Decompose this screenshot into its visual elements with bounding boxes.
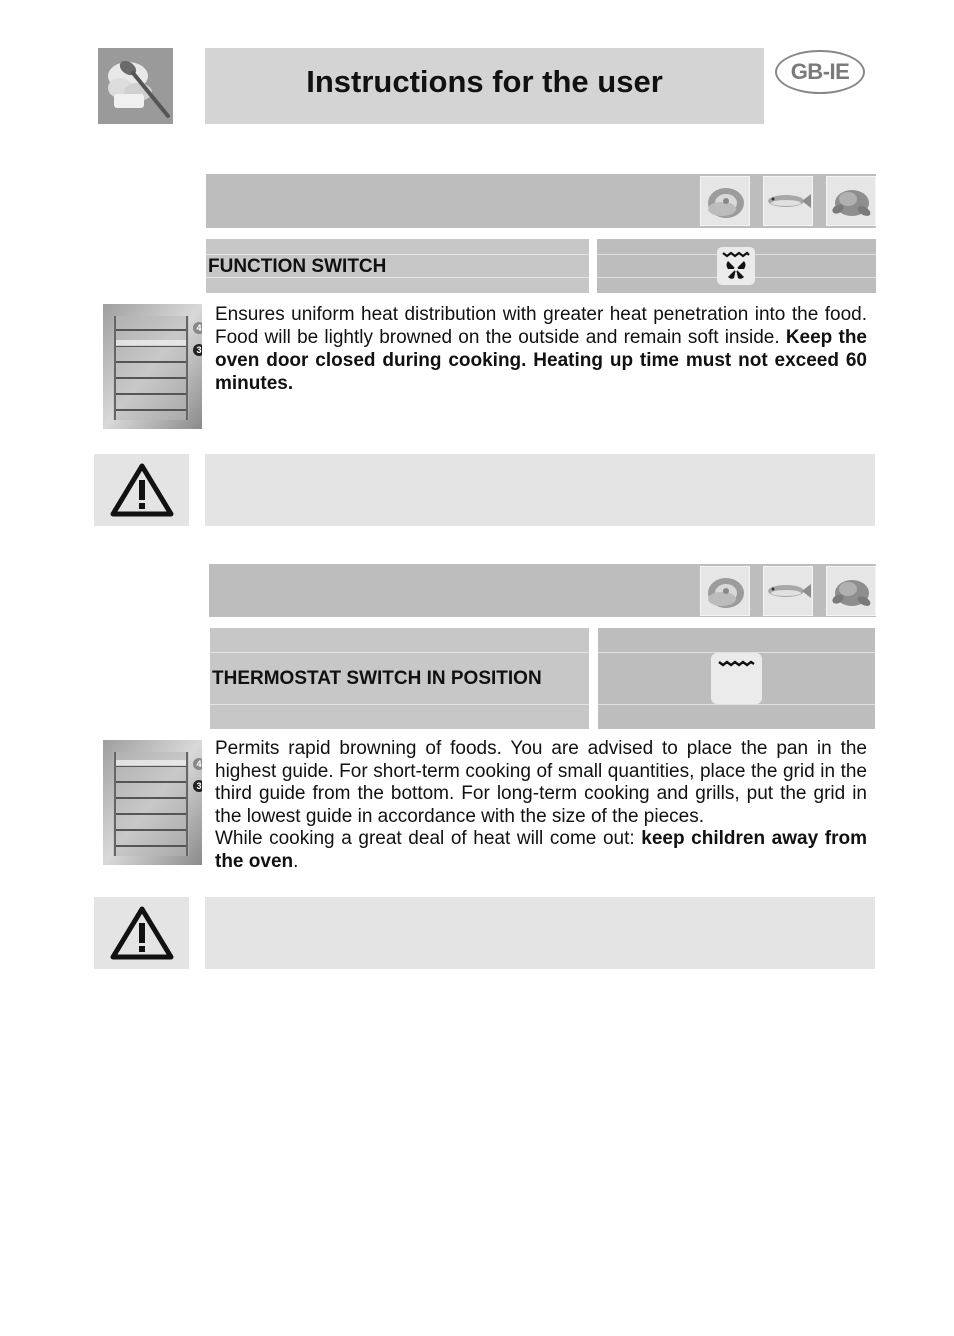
guide-number-badge: 4 xyxy=(193,758,202,770)
function-label-box xyxy=(206,239,589,293)
function-symbol-box xyxy=(597,239,876,293)
warning-box xyxy=(205,454,875,526)
fish-icon xyxy=(763,176,813,226)
description-bold-text: keep children away from the oven xyxy=(215,828,867,872)
top-heating-icon xyxy=(711,653,762,704)
document-title-bar xyxy=(205,48,764,124)
page-title: Instructions for the user xyxy=(306,64,663,99)
fish-icon xyxy=(763,566,813,616)
description-bold-text: Keep the oven door closed during cooking. Heating up time must not exceed 60 minutes. xyxy=(215,327,867,394)
warning-box xyxy=(205,897,875,969)
section-label: THERMOSTAT SWITCH IN POSITION xyxy=(212,668,542,689)
section-description xyxy=(215,303,867,395)
oven-shelf-illustration xyxy=(103,304,202,429)
poultry-icon xyxy=(826,566,876,616)
section-label: FUNCTION SWITCH xyxy=(208,256,387,277)
chef-spoon-icon xyxy=(98,48,173,124)
description-end: . xyxy=(293,850,299,872)
meat-icon xyxy=(700,176,750,226)
poultry-icon xyxy=(826,176,876,226)
guide-number-badge: 3 xyxy=(193,344,202,356)
guide-number-badge: 3 xyxy=(193,780,202,792)
oven-shelf-illustration xyxy=(103,740,202,865)
language-badge-label: GB-IE xyxy=(790,59,850,84)
warning-triangle-icon xyxy=(94,454,189,526)
warning-triangle-icon xyxy=(94,897,189,969)
thermostat-label-box xyxy=(210,628,589,729)
description-text: While cooking a great deal of heat will come out: xyxy=(215,828,635,849)
language-badge xyxy=(775,50,865,94)
meat-icon xyxy=(700,566,750,616)
description-text: Ensures uniform heat distribution with greater heat penetration into the food. Food will be lightly browned on the outside and remain soft inside. xyxy=(215,304,867,348)
description-text: Permits rapid browning of foods. You are advised to place the pan in the highest guide. For short-term cooking of small quantities, place the grid in the third guide from the bottom. For long-term cooking and grills, put the grid in the lowest guide in accordance with the size of the pieces. xyxy=(215,738,867,827)
thermostat-symbol-box xyxy=(598,628,875,729)
fan-heating-icon xyxy=(717,247,755,285)
section-description xyxy=(215,738,867,873)
guide-number-badge: 4 xyxy=(193,322,202,334)
